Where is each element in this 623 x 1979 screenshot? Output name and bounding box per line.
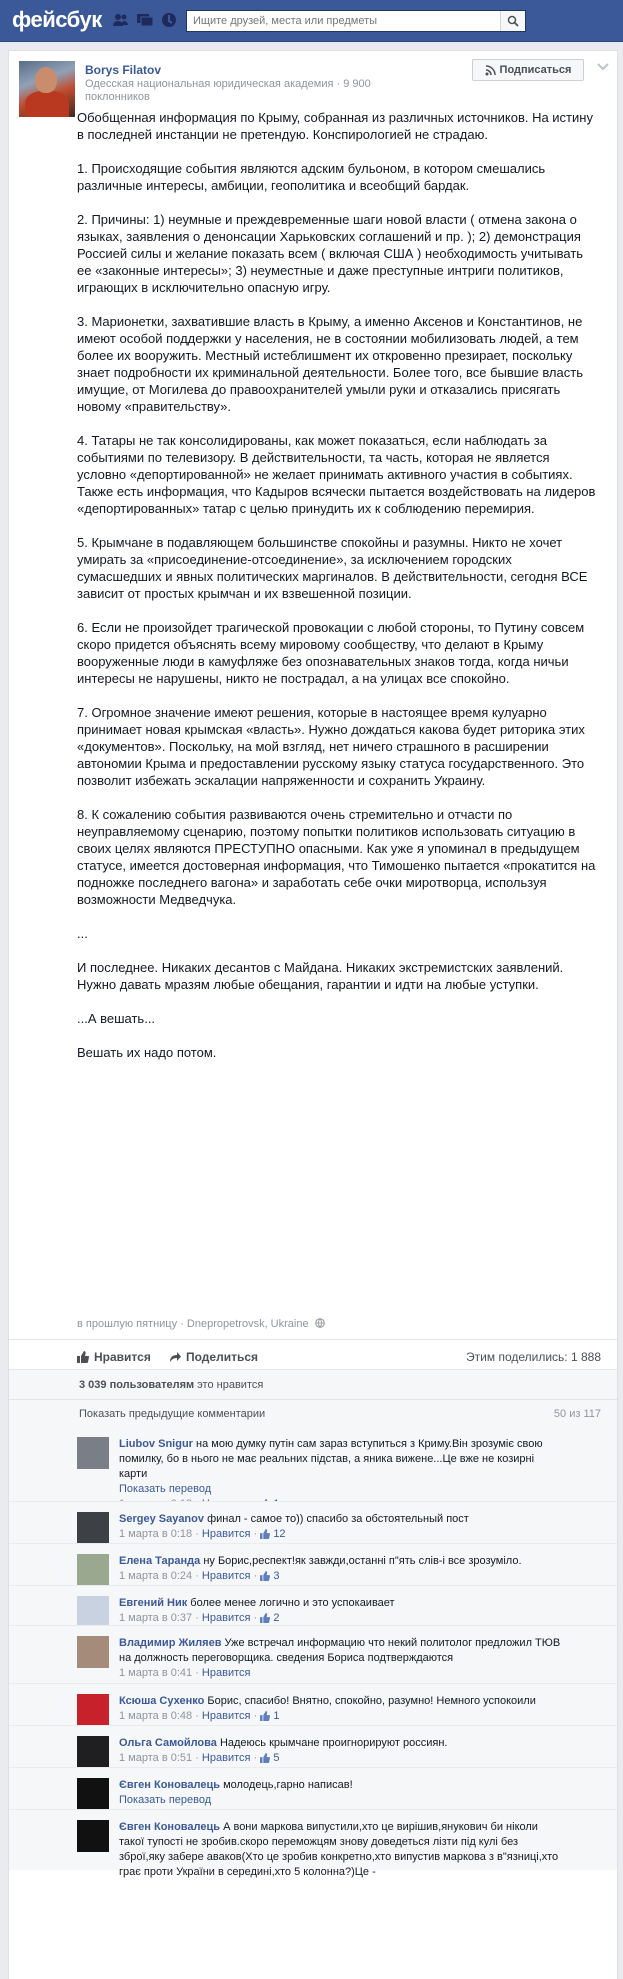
comment-body bbox=[119, 1554, 564, 1586]
comment-text: на мою думку путін сам зараз вступиться з Криму.Він зрозуміє свою помилку, бо в нього не має реальних підстав, а яника вижене...Це вже не козирні карти bbox=[119, 1438, 543, 1480]
post-paragraph: 5. Крымчане в подавляющем большинстве спокойны и разумны. Никто не хочет умирать за «присоединение-отсоединение», за исключением городских сумасшедших и явных политических маргиналов. В действительности, сегодня ВСЕ зависит от простых крымчан и их взвешенной позиции. bbox=[77, 535, 588, 601]
comment bbox=[9, 1501, 617, 1544]
commenter-name[interactable]: Елена Таранда bbox=[119, 1555, 201, 1567]
comment-text: А вони маркова випустили,хто це вирішив,янукович би ніколи такої тупості не зробив.скоро переможцям знову доведеться лізти під кулі без зброї,яку забере аваков(Хто це зробив конкретно,хто випустив маркова з в"язниці,хто грає проти України в середині,хто 5 колонна?)Це - bbox=[119, 1821, 559, 1878]
comment-body bbox=[119, 1636, 564, 1681]
commenter-name[interactable]: Sergey Sayanov bbox=[119, 1513, 204, 1525]
chevron-down-icon[interactable] bbox=[597, 61, 609, 75]
post-paragraph: ...А вешать... bbox=[77, 1011, 156, 1026]
globe-icon bbox=[315, 1318, 325, 1328]
comment-like-link[interactable]: Нравится bbox=[201, 1752, 251, 1764]
likes-suffix: это нравится bbox=[194, 1379, 264, 1391]
post-paragraph: ... bbox=[77, 926, 88, 941]
show-previous-comments-link[interactable]: Показать предыдущие комментарии bbox=[79, 1408, 266, 1420]
post-paragraph: 2. Причины: 1) неумные и преждевременные шаги новой власти ( отмена закона о языках, заявления о денонсации Харьковских соглашений и пр. ); 2) демонстрация Россией силы и желание показать всем ( включая США ) необходимость учитывать ее «законные интересы»; 3) неуместные и даже преступные интриги политиков, играющих в исключительно опасную игру. bbox=[77, 212, 584, 295]
post-paragraph: Обобщенная информация по Крыму, собранная из различных источников. На истину в последней инстанции не претендую. Конспирологией не страдаю. bbox=[77, 110, 593, 142]
comment-like-count[interactable]: 3 bbox=[273, 1570, 280, 1582]
subscribe-button[interactable] bbox=[472, 59, 584, 81]
facebook-logo[interactable]: фейсбук bbox=[12, 7, 102, 32]
like-label: Нравится bbox=[94, 1350, 151, 1364]
action-bar bbox=[9, 1339, 617, 1370]
notifications-icon[interactable] bbox=[160, 12, 178, 28]
post-paragraph: 7. Огромное значение имеют решения, которые в настоящее время кулуарно принимает новая крымская «власть». Нужно дождаться какова будет риторика этих «документов». Поскольку, на мой взгляд, нет ничего страшного в расширении автономии Крыма и предоставлении русскому языку статуса государственного. Это позволит избежать эскалации напряженности и сохранить Украину. bbox=[77, 705, 585, 788]
like-count-icon bbox=[260, 1571, 270, 1586]
commenter-avatar[interactable] bbox=[77, 1437, 109, 1469]
show-translation-link[interactable]: Показать перевод bbox=[119, 1483, 212, 1495]
author-avatar[interactable] bbox=[19, 61, 75, 117]
show-translation-link[interactable]: Показать перевод bbox=[119, 1794, 212, 1806]
comment-time[interactable]: 1 марта в 0:18 bbox=[119, 1528, 193, 1540]
comment bbox=[9, 1725, 617, 1768]
comment-meta: 1 марта в 0:24 · Нравится · 3 bbox=[119, 1569, 564, 1586]
comment-like-count[interactable]: 2 bbox=[273, 1612, 280, 1624]
post-card bbox=[8, 50, 618, 1979]
comment bbox=[9, 1543, 617, 1586]
comment-like-link[interactable]: Нравится bbox=[201, 1570, 251, 1582]
comment bbox=[9, 1767, 617, 1810]
comment-time[interactable]: 1 марта в 0:51 bbox=[119, 1752, 193, 1764]
commenter-avatar[interactable] bbox=[77, 1596, 109, 1628]
post-text bbox=[77, 109, 597, 1061]
like-count-icon bbox=[260, 1711, 270, 1726]
post-paragraph: И последнее. Никаких десантов с Майдана. Никаких экстремистских заявлений. Нужно давать мразям любые обещания, гарантии и идти на любые уступки. bbox=[77, 960, 564, 992]
commenter-name[interactable]: Ксюша Сухенко bbox=[119, 1695, 205, 1707]
comment-text: молодець,гарно написав! bbox=[223, 1779, 353, 1791]
commenter-avatar[interactable] bbox=[77, 1636, 109, 1668]
comment bbox=[9, 1809, 617, 1878]
comment-text: Уже встречал информацию что некий политолог предложил ТЮВ на должность переговорщика. сведения Бориса подтверждаются bbox=[119, 1637, 561, 1664]
comment-body bbox=[119, 1820, 564, 1880]
likes-summary bbox=[9, 1369, 617, 1400]
like-button[interactable] bbox=[77, 1350, 151, 1364]
search-icon bbox=[507, 15, 519, 27]
post-paragraph: 4. Татары не так консолидированы, как может показаться, если наблюдать за событиями по телевизору. В действительности, та часть, которая не является условно «депортированной» не желает принимать активного участия в событиях. Также есть информация, что Кадыров всячески пытается воздействовать на лидеров «депортированных» татар с целью принудить их к соблюдению перемирия. bbox=[77, 433, 596, 516]
likes-count-link[interactable]: 3 039 пользователям bbox=[79, 1379, 195, 1391]
commenter-avatar[interactable] bbox=[77, 1554, 109, 1586]
share-icon bbox=[169, 1351, 181, 1363]
author-subtitle: Одесская национальная юридическая академия · 9 900 поклонников bbox=[85, 78, 371, 103]
comment-meta: 1 марта в 0:48 · Нравится · 1 bbox=[119, 1709, 564, 1726]
search-button[interactable] bbox=[500, 11, 525, 31]
post-paragraph: 1. Происходящие события являются адским бульоном, в котором смешались различные интересы, амбиции, геополитика и всеобщий бардак. bbox=[77, 161, 546, 193]
comment-text: более менее логично и это успокаивает bbox=[190, 1597, 395, 1609]
comment-time[interactable]: 1 марта в 0:48 bbox=[119, 1710, 193, 1722]
comment-time[interactable]: 1 марта в 0:37 bbox=[119, 1612, 193, 1624]
commenter-name[interactable]: Ольга Самойлова bbox=[119, 1737, 217, 1749]
comment-like-link[interactable]: Нравится bbox=[201, 1612, 251, 1624]
commenter-avatar[interactable] bbox=[77, 1778, 109, 1810]
commenter-avatar[interactable] bbox=[77, 1512, 109, 1544]
comment bbox=[9, 1625, 617, 1684]
commenter-name[interactable]: Владимир Жиляев bbox=[119, 1637, 222, 1649]
comment-meta: 1 марта в 0:41 · Нравится bbox=[119, 1667, 251, 1679]
comment-like-link[interactable]: Нравится bbox=[201, 1528, 251, 1540]
post-time-link[interactable]: в прошлую пятницу bbox=[77, 1318, 178, 1330]
commenter-name[interactable]: Євген Коновалець bbox=[119, 1779, 221, 1791]
comment-text: финал - самое то)) спасибо за обстоятельный пост bbox=[207, 1513, 469, 1525]
comment-like-link[interactable]: Нравится bbox=[201, 1667, 251, 1679]
comment-like-link[interactable]: Нравится bbox=[201, 1710, 251, 1722]
comment-like-count[interactable]: 1 bbox=[273, 1710, 280, 1722]
post-paragraph: Вешать их надо потом. bbox=[77, 1045, 217, 1060]
comment-like-count[interactable]: 5 bbox=[273, 1752, 280, 1764]
comment-body bbox=[119, 1736, 564, 1768]
commenter-avatar[interactable] bbox=[77, 1736, 109, 1768]
post-paragraph: 6. Если не произойдет трагической провокации с любой стороны, то Путину совсем скоро придется объяснять всему мировому сообществу, что делают в Крыму вооруженные люди в камуфляже без опознавательных знаков тогда, когда ничьи интересы не нарушены, никто не пострадал, а на улицах все спокойно. bbox=[77, 620, 585, 686]
commenter-avatar[interactable] bbox=[77, 1694, 109, 1726]
comment-like-count[interactable]: 12 bbox=[273, 1528, 286, 1540]
share-count[interactable]: Этим поделились: 1 888 bbox=[466, 1350, 601, 1364]
comment-meta: 1 марта в 0:18 · Нравится · 12 bbox=[119, 1527, 564, 1544]
comment-body bbox=[119, 1694, 564, 1726]
comments-counter: 50 из 117 bbox=[553, 1408, 601, 1420]
like-count-icon bbox=[260, 1529, 270, 1544]
comment bbox=[9, 1427, 617, 1501]
comment-text: Борис, спасибо! Внятно, спокойно, разумно! Немного успокоили bbox=[207, 1695, 536, 1707]
comment-body bbox=[119, 1512, 564, 1544]
commenter-name[interactable]: Євген Коновалець bbox=[119, 1821, 221, 1833]
comment-time[interactable]: 1 марта в 0:24 bbox=[119, 1570, 193, 1582]
comment-meta: 1 марта в 0:37 · Нравится · 2 bbox=[119, 1611, 564, 1628]
share-button[interactable] bbox=[169, 1350, 258, 1364]
top-bar bbox=[0, 0, 623, 42]
commenter-name[interactable]: Liubov Snigur bbox=[119, 1438, 193, 1450]
author-name[interactable]: Borys Filatov bbox=[85, 63, 162, 77]
thumbs-up-icon bbox=[77, 1351, 89, 1363]
messages-icon[interactable] bbox=[136, 12, 154, 28]
like-count-icon bbox=[260, 1753, 270, 1768]
commenter-name[interactable]: Евгений Ник bbox=[119, 1597, 188, 1609]
rss-icon bbox=[485, 65, 496, 76]
comment-time[interactable]: 1 марта в 0:41 bbox=[119, 1667, 193, 1679]
subscribe-label: Подписаться bbox=[499, 64, 572, 76]
comment bbox=[9, 1683, 617, 1726]
previous-comments-row bbox=[9, 1399, 617, 1428]
comment-text: Надеюсь крымчане проигнорируют россиян. bbox=[219, 1737, 448, 1749]
location-link[interactable]: Dnepropetrovsk, Ukraine bbox=[186, 1318, 309, 1330]
search-box[interactable] bbox=[186, 10, 526, 32]
comment bbox=[9, 1585, 617, 1626]
post-paragraph: 3. Марионетки, захватившие власть в Крыму, а именно Аксенов и Константинов, не имеют особой поддержки у населения, не в состоянии мобилизовать людей, а тем более их вооружить. Местный истеблишмент их откровенно презирает, поскольку знает подробности их криминальной деятельности. Более того, все бывшие власть имущие, от Могилева до правоохранителей умыли руки и отказались присягать новому «правительству». bbox=[77, 314, 583, 414]
search-input[interactable] bbox=[187, 11, 487, 31]
post-meta: в прошлую пятницу · Dnepropetrovsk, Ukraine bbox=[77, 1318, 325, 1330]
commenter-avatar[interactable] bbox=[77, 1820, 109, 1852]
comment-text: ну Борис,респект!як завжди,останні п"ять слів-і все зрозуміло. bbox=[203, 1555, 522, 1567]
share-label: Поделиться bbox=[186, 1350, 259, 1364]
comment-meta: 1 марта в 0:51 · Нравится · 5 bbox=[119, 1751, 564, 1768]
post-paragraph: 8. К сожалению события развиваются очень стремительно и отчасти по неуправляемому сценарию, поэтому попытки политиков использовать ситуацию в своих целях являются ПРЕСТУПНО опасными. Как уже я упоминал в предыдущем статусе, имеется достоверная информация, что Тимошенко пытается «прокатится на подножке последнего вагона» и заработать себе очки миротворца, используя возможности Медведчука. bbox=[77, 807, 596, 907]
comment-body bbox=[119, 1596, 564, 1628]
friend-requests-icon[interactable] bbox=[112, 12, 130, 28]
